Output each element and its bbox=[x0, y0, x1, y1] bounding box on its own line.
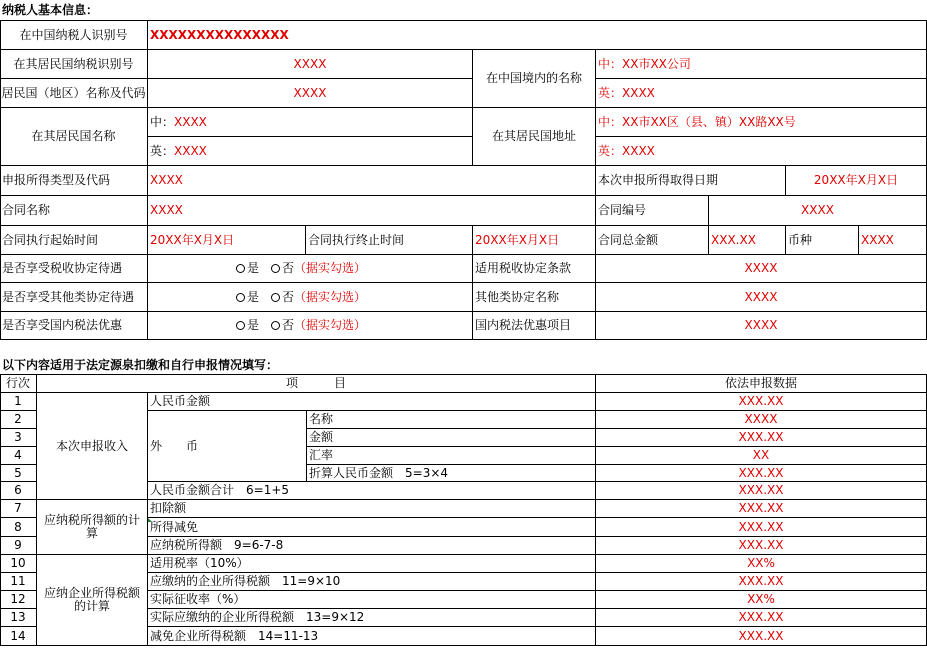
contract-end-value[interactable]: 20XX年X月X日 bbox=[473, 226, 596, 255]
domestic-yes-radio[interactable] bbox=[236, 321, 245, 330]
row-item: 应缴纳的企业所得税额 11=9×10 bbox=[148, 573, 596, 591]
row-value[interactable]: XXX.XX bbox=[596, 609, 927, 627]
residence-country-label: 居民国（地区）名称及代码 bbox=[0, 79, 148, 108]
row-item: 应纳税所得额 9=6-7-8 bbox=[148, 537, 596, 555]
other-treaty-options bbox=[148, 283, 473, 312]
cn-taxpayer-id-value[interactable]: XXXXXXXXXXXXXXX bbox=[148, 21, 927, 50]
row-no: 14 bbox=[0, 627, 37, 646]
row-item: 人民币金额合计 6=1+5 bbox=[148, 482, 596, 500]
group-income: 本次申报收入 bbox=[37, 393, 148, 500]
row-item: 扣除额 bbox=[148, 500, 596, 518]
row-item: 折算人民币金额 5=3×4 bbox=[307, 465, 596, 482]
residence-address-label: 在其居民国地址 bbox=[473, 108, 596, 166]
cn-name-zh-value[interactable]: 中：XX市XX公司 bbox=[596, 50, 927, 79]
treaty-no-radio[interactable] bbox=[271, 264, 280, 273]
row-no: 5 bbox=[0, 465, 37, 482]
row-value[interactable]: XXX.XX bbox=[596, 537, 927, 555]
row-no: 10 bbox=[0, 555, 37, 573]
contract-name-label: 合同名称 bbox=[0, 196, 148, 226]
row-no: 2 bbox=[0, 411, 37, 429]
row-value[interactable]: XXX.XX bbox=[596, 500, 927, 518]
domestic-no-radio[interactable] bbox=[271, 321, 280, 330]
row-no: 13 bbox=[0, 609, 37, 627]
other-treaty-name-value[interactable]: XXXX bbox=[596, 283, 927, 312]
domestic-item-value[interactable]: XXXX bbox=[596, 312, 927, 340]
row-item: 金额 bbox=[307, 429, 596, 447]
row-value[interactable]: XX bbox=[596, 447, 927, 465]
row-no: 8 bbox=[0, 518, 37, 537]
other-treaty-yes-label: 是 bbox=[247, 289, 260, 304]
residence-country-value[interactable]: XXXX bbox=[148, 79, 473, 108]
treaty-no-label: 否 bbox=[282, 261, 295, 275]
row-value[interactable]: XX% bbox=[596, 555, 927, 573]
residence-name-zh[interactable] bbox=[148, 108, 473, 137]
row-value[interactable]: XXX.XX bbox=[596, 573, 927, 591]
contract-end-label: 合同执行终止时间 bbox=[306, 226, 473, 255]
residence-name-zh-value: XXXX bbox=[174, 114, 207, 129]
row-value[interactable]: XXX.XX bbox=[596, 627, 927, 646]
row-no: 6 bbox=[0, 482, 37, 500]
contract-no-value[interactable]: XXXX bbox=[709, 196, 927, 226]
row-value[interactable]: XXX.XX bbox=[596, 482, 927, 500]
row-value[interactable]: XXXX bbox=[596, 411, 927, 429]
header-item: 项 目 bbox=[37, 375, 596, 393]
treaty-article-value[interactable]: XXXX bbox=[596, 255, 927, 283]
residence-name-en[interactable] bbox=[148, 137, 473, 166]
residence-tax-id-label: 在其居民国纳税识别号 bbox=[0, 50, 148, 79]
section-title-withholding: 以下内容适用于法定源泉扣缴和自行申报情况填写： bbox=[2, 358, 279, 372]
row-item: 名称 bbox=[307, 411, 596, 429]
income-type-value[interactable]: XXXX bbox=[148, 166, 596, 196]
cn-name-label: 在中国境内的名称 bbox=[473, 50, 596, 108]
other-treaty-note: （据实勾选） bbox=[294, 289, 367, 304]
income-type-label: 申报所得类型及代码 bbox=[0, 166, 148, 196]
row-item: 实际应缴纳的企业所得税额 13=9×12 bbox=[148, 609, 596, 627]
treaty-benefit-options bbox=[148, 255, 473, 283]
residence-name-en-prefix: 英： bbox=[150, 143, 175, 158]
other-treaty-name-label: 其他类协定名称 bbox=[473, 283, 596, 312]
row-no: 7 bbox=[0, 500, 37, 518]
row-value[interactable]: XXX.XX bbox=[596, 429, 927, 447]
row-no: 11 bbox=[0, 573, 37, 591]
domestic-preference-label: 是否享受国内税法优惠 bbox=[0, 312, 148, 340]
row-value[interactable]: XXX.XX bbox=[596, 518, 927, 537]
row-no: 1 bbox=[0, 393, 37, 411]
group-taxable-income: 应纳税所得额的计算 bbox=[37, 500, 148, 555]
row-item: 减免企业所得税额 14=11-13 bbox=[148, 627, 596, 646]
row-no: 12 bbox=[0, 591, 37, 609]
row-value[interactable]: XXX.XX bbox=[596, 465, 927, 482]
treaty-yes-label: 是 bbox=[247, 261, 260, 275]
residence-address-en-value[interactable]: 英：XXXX bbox=[596, 137, 927, 166]
domestic-preference-options bbox=[148, 312, 473, 340]
other-treaty-no-label: 否 bbox=[282, 289, 295, 304]
residence-name-en-value: XXXX bbox=[174, 143, 207, 158]
group-tax-calculation: 应纳企业所得税额的计算 bbox=[37, 555, 148, 646]
foreign-currency-label: 外 币 bbox=[148, 411, 307, 482]
income-date-label: 本次申报所得取得日期 bbox=[596, 166, 786, 196]
domestic-item-label: 国内税法优惠项目 bbox=[473, 312, 596, 340]
other-treaty-no-radio[interactable] bbox=[271, 293, 280, 302]
residence-tax-id-value[interactable]: XXXX bbox=[148, 50, 473, 79]
row-item: 适用税率（10%） bbox=[148, 555, 596, 573]
header-data: 依法申报数据 bbox=[596, 375, 927, 393]
row-no: 3 bbox=[0, 429, 37, 447]
row-no: 4 bbox=[0, 447, 37, 465]
domestic-no-label: 否 bbox=[282, 318, 295, 332]
domestic-note: （据实勾选） bbox=[294, 318, 367, 332]
residence-name-label: 在其居民国名称 bbox=[0, 108, 148, 166]
other-treaty-label: 是否享受其他类协定待遇 bbox=[0, 283, 148, 312]
currency-value[interactable]: XXXX bbox=[859, 226, 927, 255]
residence-name-zh-prefix: 中： bbox=[150, 114, 175, 129]
row-value[interactable]: XXX.XX bbox=[596, 393, 927, 411]
contract-name-value[interactable]: XXXX bbox=[148, 196, 596, 226]
treaty-yes-radio[interactable] bbox=[236, 264, 245, 273]
income-date-value[interactable]: 20XX年X月X日 bbox=[786, 166, 927, 196]
other-treaty-yes-radio[interactable] bbox=[236, 293, 245, 302]
cn-taxpayer-id-label: 在中国纳税人识别号 bbox=[0, 21, 148, 50]
contract-total-value[interactable]: XXX.XX bbox=[709, 226, 786, 255]
contract-total-label: 合同总金额 bbox=[596, 226, 709, 255]
treaty-benefit-label: 是否享受税收协定待遇 bbox=[0, 255, 148, 283]
header-row-no: 行次 bbox=[0, 375, 37, 393]
treaty-article-label: 适用税收协定条款 bbox=[473, 255, 596, 283]
row-item: 实际征收率（%） bbox=[148, 591, 596, 609]
cn-name-en-value[interactable]: 英：XXXX bbox=[596, 79, 927, 108]
row-item: 汇率 bbox=[307, 447, 596, 465]
row-item: 人民币金额 bbox=[148, 393, 596, 411]
domestic-yes-label: 是 bbox=[247, 318, 260, 332]
section-title-basic-info: 纳税人基本信息： bbox=[2, 2, 99, 17]
currency-label: 币种 bbox=[786, 226, 859, 255]
row-value[interactable]: XX% bbox=[596, 591, 927, 609]
row-no: 9 bbox=[0, 537, 37, 555]
residence-address-zh-value[interactable]: 中：XX市XX区（县、镇）XX路XX号 bbox=[596, 108, 927, 137]
contract-start-label: 合同执行起始时间 bbox=[0, 226, 148, 255]
contract-start-value[interactable]: 20XX年X月X日 bbox=[148, 226, 306, 255]
contract-no-label: 合同编号 bbox=[596, 196, 709, 226]
treaty-note: （据实勾选） bbox=[294, 261, 367, 275]
row-item: 所得减免 bbox=[148, 518, 596, 537]
